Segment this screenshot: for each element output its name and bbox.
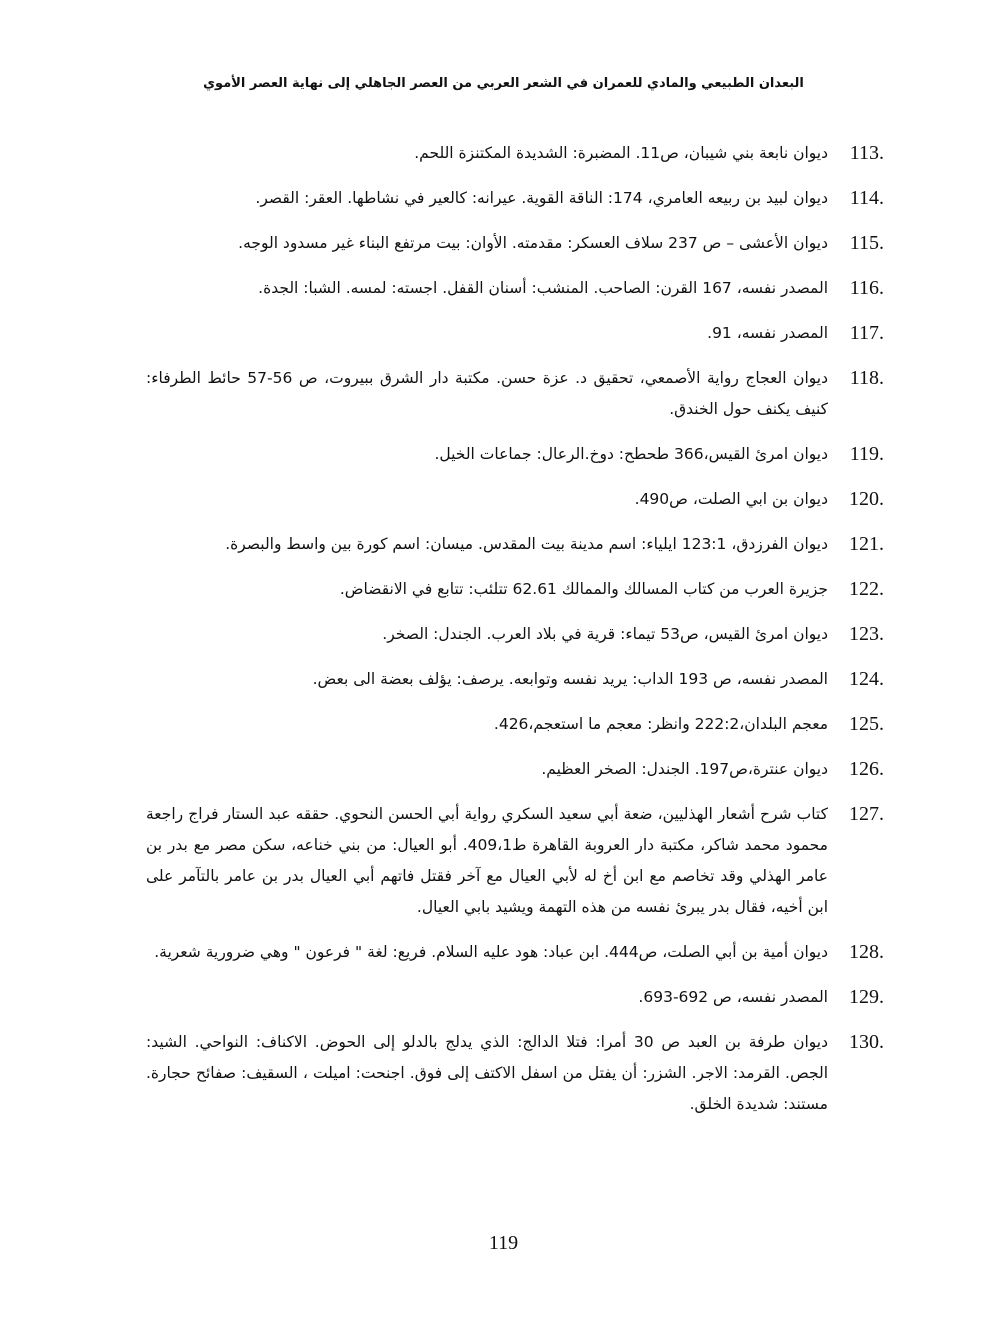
note-125 — [146, 709, 884, 740]
note-number: 129. — [849, 986, 884, 1008]
note-113 — [146, 138, 884, 169]
note-text: ديوان الأعشى – ص 237 سلاف العسكر: مقدمته. الأوان: بيت مرتفع البناء غير مسدود الوجه. — [238, 234, 828, 252]
note-130 — [146, 1027, 884, 1120]
note-text: ديوان نابعة بني شيبان، ص11. المضبرة: الشديدة المكتنزة اللحم. — [414, 144, 828, 162]
page-number: 119 — [488, 1232, 519, 1254]
note-number: 117. — [849, 322, 884, 344]
note-text: ديوان طرفة بن العبد ص 30 أمرا: فتلا الدالج: الذي يدلج بالدلو إلى الحوض. الاكناف: النواحي. الشيد: الجص. القرمد: الاجر. الشزر: أن يفتل من اسفل الاكتف إلى فوق. اجنحت: اميلت ، السقيف: صفائح حجارة. مستند: شديدة الخلق. — [146, 1033, 828, 1113]
note-text: المصدر نفسه، ص 193 الداب: يريد نفسه وتوابعه. يرصف: يؤلف بعضة الى بعض. — [312, 670, 828, 688]
note-number: 126. — [849, 758, 884, 780]
running-header: البعدان الطبيعي والمادي للعمران في الشعر العربي من العصر الجاهلي إلى نهاية العصر الأموي — [203, 76, 804, 91]
note-118 — [146, 363, 884, 425]
note-number: 114. — [849, 187, 884, 209]
note-120 — [146, 484, 884, 515]
note-123 — [146, 619, 884, 650]
note-text: المصدر نفسه، 91. — [707, 324, 828, 342]
note-text: جزيرة العرب من كتاب المسالك والممالك 62.61 تتلئب: تتابع في الانقضاض. — [339, 580, 828, 598]
note-number: 124. — [849, 668, 884, 690]
endnotes-list — [146, 138, 884, 1134]
note-number: 128. — [849, 941, 884, 963]
note-number: 125. — [849, 713, 884, 735]
note-text: كتاب شرح أشعار الهذليين، ضعة أبي سعيد السكري رواية أبي الحسن النحوي. حققه عبد الستار فراج راجعة محمود محمد شاكر، مكتبة دار العروبة القاهرة ط409،1. أبو العيال: من بني خناعه، سكن مصر مع بدر بن عامر الهذلي وقد تخاصم مع ابن أخ له لأبي العيال مع آخر فقتل فاتهم أبي العيال بدر بن عامر بالتآمر على ابن أخيه، فقال بدر يبرئ نفسه من هذه التهمة ويشيد بابي العيال. — [146, 805, 828, 916]
note-119 — [146, 439, 884, 470]
note-text: ديوان عنترة،ص197. الجندل: الصخر العظيم. — [541, 760, 828, 778]
note-number: 121. — [849, 533, 884, 555]
note-127 — [146, 799, 884, 923]
note-122 — [146, 574, 884, 605]
note-text: ديوان بن ابي الصلت، ص490. — [634, 490, 828, 508]
note-number: 122. — [849, 578, 884, 600]
note-126 — [146, 754, 884, 785]
note-text: ديوان الفرزدق، 123:1 ايلياء: اسم مدينة بيت المقدس. ميسان: اسم كورة بين واسط والبصرة. — [225, 535, 828, 553]
note-number: 119. — [849, 443, 884, 465]
note-128 — [146, 937, 884, 968]
note-number: 115. — [849, 232, 884, 254]
note-number: 116. — [849, 277, 884, 299]
note-text: ديوان أمية بن أبي الصلت، ص444. ابن عباد: هود عليه السلام. فريع: لغة " فرعون " وهي ضرورية شعرية. — [154, 943, 828, 961]
note-114 — [146, 183, 884, 214]
note-text: ديوان امرئ القيس،366 طحطح: دوخ.الرعال: جماعات الخيل. — [434, 445, 828, 463]
note-number: 120. — [849, 488, 884, 510]
note-text: ديوان العجاج رواية الأصمعي، تحقيق د. عزة حسن. مكتبة دار الشرق ببيروت، ص 56-57 حائط الطرفاء: كنيف يكنف حول الخندق. — [146, 369, 829, 418]
note-number: 127. — [849, 803, 884, 825]
note-116 — [146, 273, 884, 304]
note-115 — [146, 228, 884, 259]
note-121 — [146, 529, 884, 560]
note-number: 113. — [849, 142, 884, 164]
note-text: ديوان لبيد بن ربيعه العامري، 174: الناقة القوية. عيرانه: كالعير في نشاطها. العقر: القصر. — [255, 189, 828, 207]
note-text: ديوان امرئ القيس، ص53 تيماء: قرية في بلاد العرب. الجندل: الصخر. — [382, 625, 828, 643]
note-129 — [146, 982, 884, 1013]
note-117 — [146, 318, 884, 349]
note-number: 123. — [849, 623, 884, 645]
note-text: المصدر نفسه، ص 692-693. — [638, 988, 828, 1006]
note-text: المصدر نفسه، 167 القرن: الصاحب. المنشب: أسنان القفل. اجسته: لمسه. الشبا: الجدة. — [258, 279, 828, 297]
note-number: 118. — [849, 367, 884, 389]
note-124 — [146, 664, 884, 695]
note-number: 130. — [849, 1031, 884, 1053]
note-text: معجم البلدان،222:2 وانظر: معجم ما استعجم،426. — [493, 715, 828, 733]
